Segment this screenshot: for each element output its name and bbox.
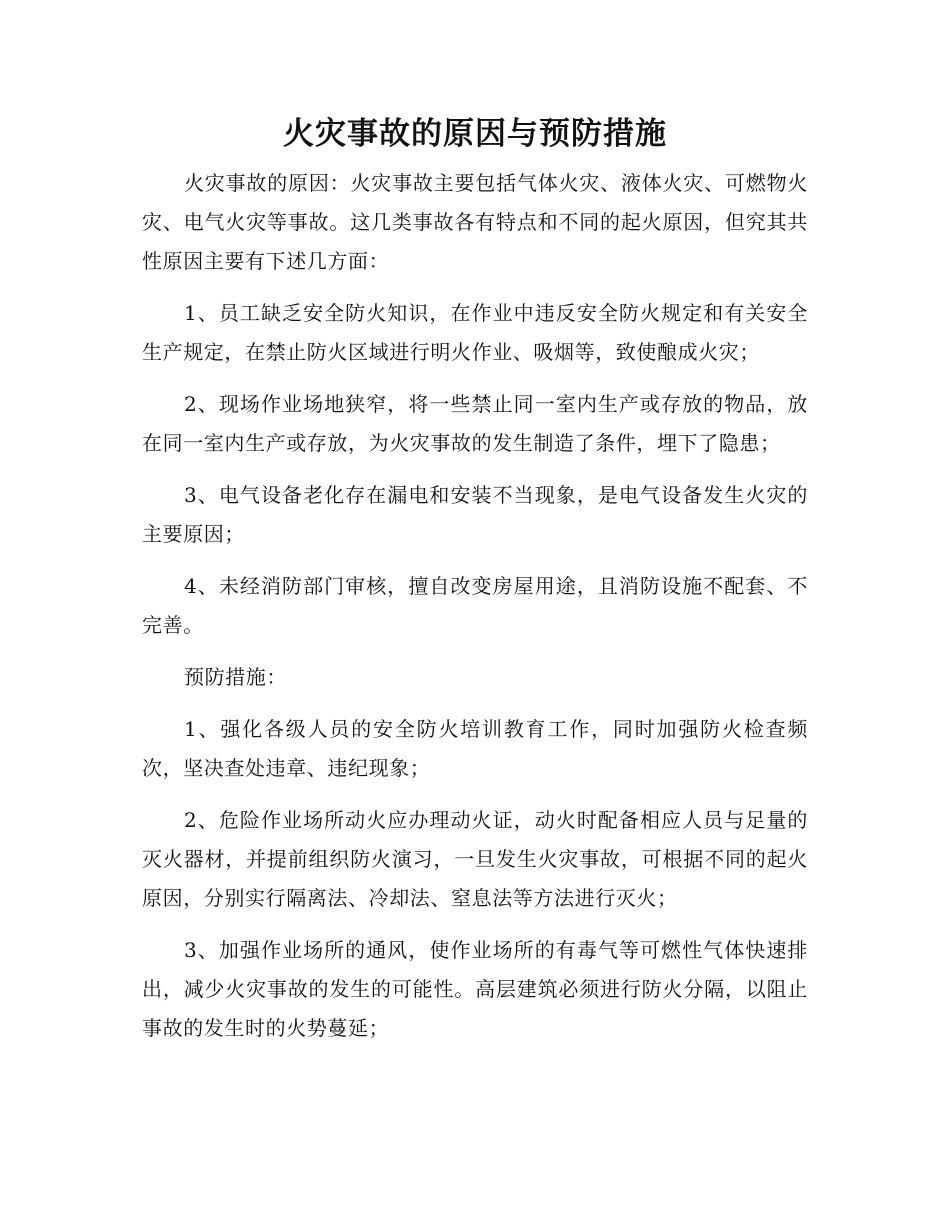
paragraph-measure-2: 2、危险作业场所动火应办理动火证，动火时配备相应人员与足量的灭火器材，并提前组织防火演习，一旦发生火灾事故，可根据不同的起火原因，分别实行隔离法、冷却法、窒息法等方法进行灭火； [142,808,808,910]
paragraph-cause-1: 1、员工缺乏安全防火知识，在作业中违反安全防火规定和有关安全生产规定，在禁止防火区域进行明火作业、吸烟等，致使酿成火灾； [142,301,808,364]
paragraph-cause-4: 4、未经消防部门审核，擅自改变房屋用途，且消防设施不配套、不完善。 [142,574,808,637]
paragraph-cause-2: 2、现场作业场地狭窄，将一些禁止同一室内生产或存放的物品，放在同一室内生产或存放，为火灾事故的发生制造了条件，埋下了隐患； [142,392,808,455]
paragraph-cause-3: 3、电气设备老化存在漏电和安装不当现象，是电气设备发生火灾的主要原因； [142,483,808,546]
paragraph-causes-intro: 火灾事故的原因：火灾事故主要包括气体火灾、液体火灾、可燃物火灾、电气火灾等事故。这几类事故各有特点和不同的起火原因，但究其共性原因主要有下述几方面： [142,171,808,273]
document-title: 火灾事故的原因与预防措施 [283,116,667,152]
paragraph-measure-1: 1、强化各级人员的安全防火培训教育工作，同时加强防火检查频次，坚决查处违章、违纪现象； [142,717,808,780]
document-body [142,164,808,1048]
paragraph-measure-3: 3、加强作业场所的通风，使作业场所的有毒气等可燃性气体快速排出，减少火灾事故的发生的可能性。高层建筑必须进行防火分隔，以阻止事故的发生时的火势蔓延； [142,938,808,1040]
paragraph-prevention-heading: 预防措施： [184,665,287,689]
